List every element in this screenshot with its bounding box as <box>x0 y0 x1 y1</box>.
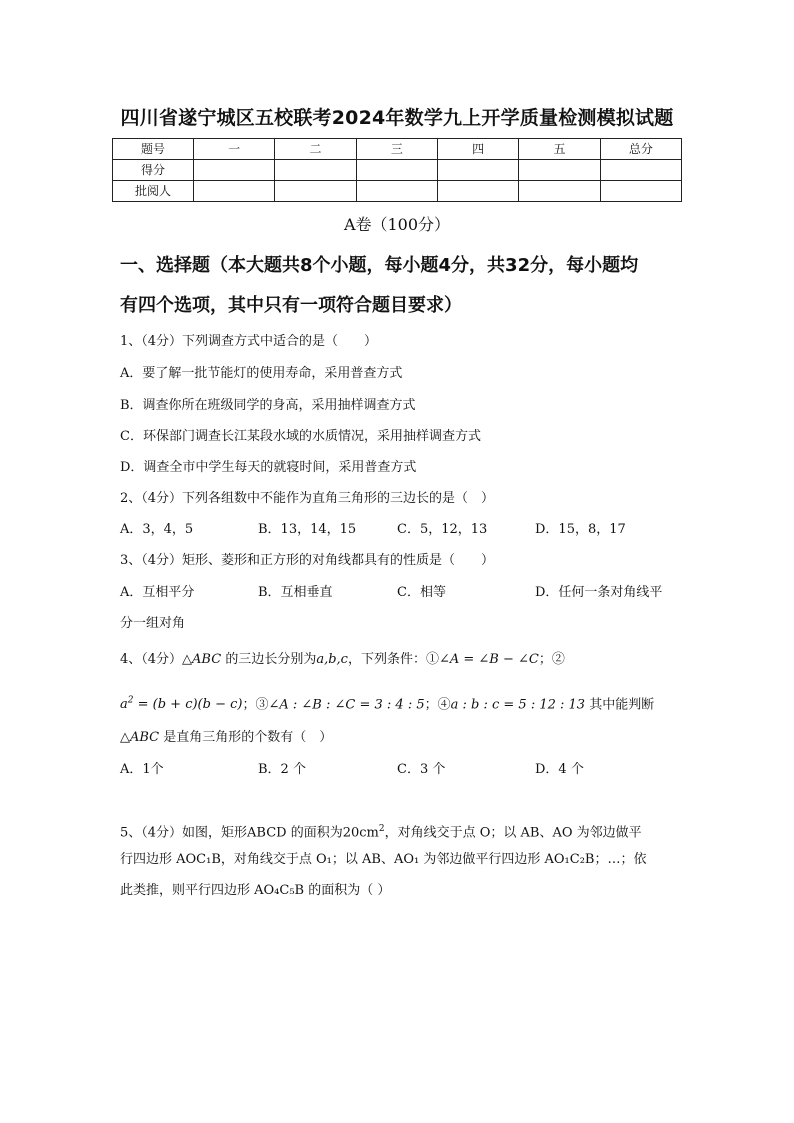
q5-line1 <box>120 820 642 842</box>
q4-cond2-rhs: = (b + c)(b − c) <box>133 697 243 713</box>
grader-row <box>113 181 682 202</box>
q4-cond2-var: a <box>120 697 128 713</box>
triangle-abc: △ABC <box>182 652 222 667</box>
q4-condition-2 <box>120 697 242 712</box>
q2-option-c: C．5，12，13 <box>397 522 488 537</box>
grader-cell[interactable] <box>275 181 356 202</box>
q4-text: 是直角三角形的个数有（ ） <box>159 730 333 745</box>
header-cell-4: 四 <box>437 139 518 160</box>
q5-line2: 行四边形 AOC₁B，对角线交于点 O₁；以 AB、AO₁ 为邻边做平行四边形 AO₁C₂B；…；依 <box>120 852 647 867</box>
grader-row-label: 批阅人 <box>113 181 194 202</box>
q3-option-d: D．任何一条对角线平 <box>535 585 663 600</box>
q1-option-d: D．调查全市中学生每天的就寝时间，采用普查方式 <box>120 460 417 475</box>
q5-exponent: 2 <box>378 824 385 834</box>
grader-cell[interactable] <box>519 181 600 202</box>
score-table <box>112 138 682 202</box>
header-cell-5: 五 <box>519 139 600 160</box>
q4-stem-line1 <box>120 651 565 669</box>
q4-option-d: D．4 个 <box>535 762 584 777</box>
q4-text: ；② <box>538 652 565 667</box>
score-cell[interactable] <box>356 160 437 181</box>
q5-text: ，对角线交于点 O；以 AB、AO 为邻边做平 <box>384 825 642 841</box>
q1-option-a: A．要了解一批节能灯的使用寿命，采用普查方式 <box>120 366 403 381</box>
q4-option-a: A．1个 <box>120 762 164 777</box>
score-table-header-row <box>113 139 682 160</box>
q3-option-d-continued: 分一组对角 <box>120 616 186 631</box>
score-row <box>113 160 682 181</box>
q4-stem-line3 <box>120 729 332 747</box>
page-title: 四川省遂宁城区五校联考2024年数学九上开学质量检测模拟试题 <box>120 107 674 129</box>
grader-cell[interactable] <box>437 181 518 202</box>
q4-text: ，下列条件：① <box>347 652 439 667</box>
q4-text: ；④ <box>424 697 451 713</box>
q4-sides: a,b,c <box>316 652 348 667</box>
header-cell-total: 总分 <box>600 139 681 160</box>
score-cell[interactable] <box>600 160 681 181</box>
q2-stem: 2、（4分）下列各组数中不能作为直角三角形的三边长的是（ ） <box>120 491 495 506</box>
score-cell[interactable] <box>275 160 356 181</box>
header-cell-question-no: 题号 <box>113 139 194 160</box>
q4-condition-4: a : b : c = 5 : 12 : 13 <box>450 697 586 713</box>
part1-heading-line1: 一、选择题（本大题共8个小题，每小题4分，共32分，每小题均 <box>120 255 639 276</box>
header-cell-2: 二 <box>275 139 356 160</box>
q4-option-c: C．3 个 <box>397 762 446 777</box>
q2-option-a: A．3，4，5 <box>120 522 194 537</box>
score-cell[interactable] <box>194 160 275 181</box>
q3-option-a: A．互相平分 <box>120 585 195 600</box>
q4-text: 其中能判断 <box>585 697 655 713</box>
header-cell-3: 三 <box>356 139 437 160</box>
q4-condition-3: ∠A : ∠B : ∠C = 3 : 4 : 5 <box>268 697 425 713</box>
q4-text: 的三边长分别为 <box>221 652 317 667</box>
part1-heading-line2: 有四个选项，其中只有一项符合题目要求） <box>120 295 462 316</box>
q1-option-b: B．调查你所在班级同学的身高，采用抽样调查方式 <box>120 398 416 413</box>
q5-line3: 此类推，则平行四边形 AO₄C₅B 的面积为（ ） <box>120 883 391 898</box>
section-a-heading: A卷（100分） <box>343 215 451 234</box>
q3-option-b: B．互相垂直 <box>258 585 333 600</box>
q4-cond2-exponent: 2 <box>127 696 134 706</box>
q5-text: 5、（4分）如图，矩形ABCD 的面积为20cm <box>120 825 379 841</box>
q4-condition-1: ∠A = ∠B − ∠C <box>438 652 539 667</box>
q4-option-b: B．2 个 <box>258 762 306 777</box>
q4-number: 4、（4分） <box>120 652 183 667</box>
q3-option-c: C．相等 <box>397 585 446 600</box>
grader-cell[interactable] <box>356 181 437 202</box>
header-cell-1: 一 <box>194 139 275 160</box>
triangle-abc: △ABC <box>120 730 160 745</box>
q4-stem-line2 <box>120 692 654 714</box>
q1-option-c: C．环保部门调查长江某段水域的水质情况，采用抽样调查方式 <box>120 429 481 444</box>
grader-cell[interactable] <box>194 181 275 202</box>
q1-stem: 1、（4分）下列调查方式中适合的是（ ） <box>120 334 378 349</box>
score-cell[interactable] <box>437 160 518 181</box>
q3-stem: 3、（4分）矩形、菱形和正方形的对角线都具有的性质是（ ） <box>120 553 495 568</box>
q2-option-d: D．15，8，17 <box>535 522 626 537</box>
q2-option-b: B．13，14，15 <box>258 522 357 537</box>
score-row-label: 得分 <box>113 160 194 181</box>
grader-cell[interactable] <box>600 181 681 202</box>
q4-text: ；③ <box>242 697 269 713</box>
score-cell[interactable] <box>519 160 600 181</box>
